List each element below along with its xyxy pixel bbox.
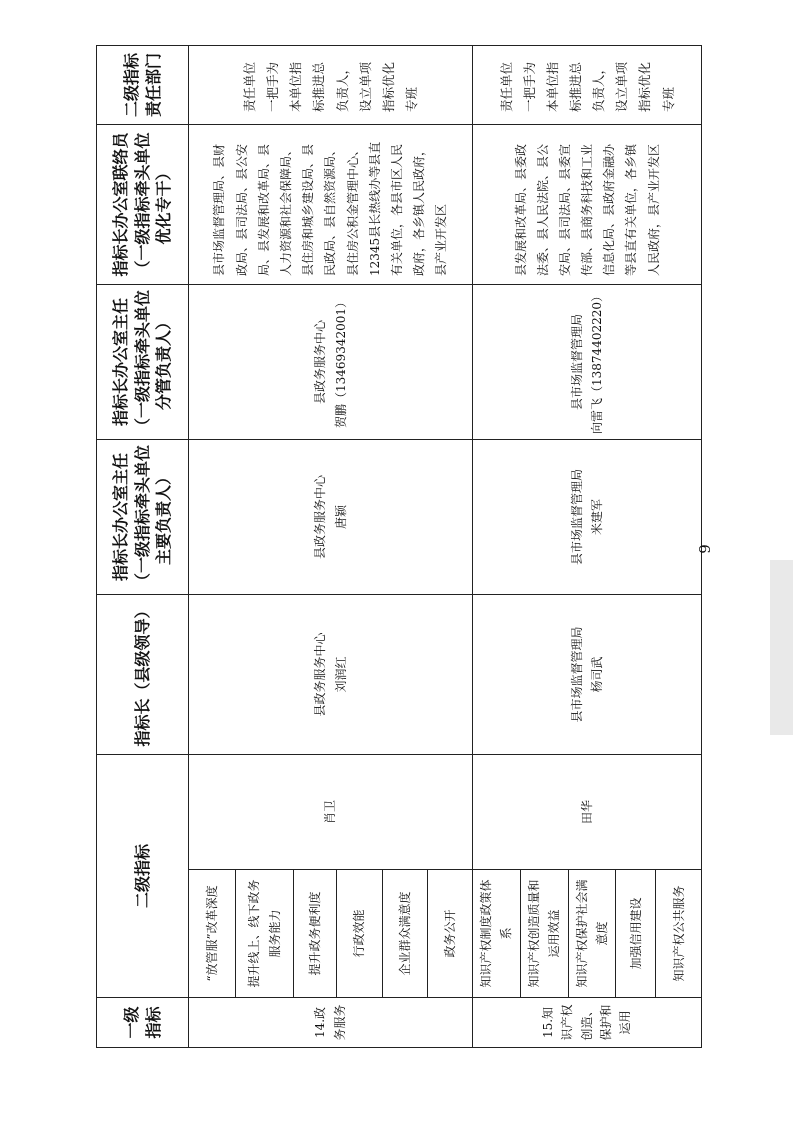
departments-cell: 县市场监督管理局、县财政局、县司法局、县公安局、县发展和改革局、县人力资源和社会保障局、县住房和城乡建设局、县民政局、县自然资源局、县住房公积金管理中心、12345县长热线办等县直有关单位，各县市区人民政府，各乡镇人民政府，县产业开发区 [189,124,473,284]
indicator-cell: 政务公开 [428,870,473,998]
header-level1: 一级指标 [97,998,189,1048]
indicator-cell: 知识产权创造质量和运用效益 [520,870,568,998]
liaison-contact: 向雷飞（13874402220） [590,290,605,434]
header-liaison: 指标长办公室联络员（一级指标牵头单位优化专干） [97,124,189,284]
indicator-cell: 知识产权制度政策体系 [473,870,521,998]
director-cell [189,594,473,754]
director-unit: 县市场监督管理局 [569,626,584,723]
level1-cell: 15.知识产权创造、保护和运用 [473,998,702,1048]
scan-edge-shadow [770,560,793,735]
vice-name: 唐颖 [333,504,348,529]
vice-name: 米建军 [590,498,605,535]
indicator-cell: 提升线上、线下政务服务能力 [236,870,294,998]
liaison-cell [473,284,702,439]
departments-cell: 县发展和改革局、县委政法委、县人民法院、县公安局、县司法局、县委宣传部、县商务科技和工业信息化局、县政府金融办等县直有关单位，各乡镇人民政府，县产业开发区 [473,124,702,284]
director-unit: 县政务服务中心 [313,632,328,717]
header-vice-director: 指标长办公室主任（一级指标牵头单位分管负责人） [97,284,189,439]
liaison-contact: 贺鹏（13469342001） [333,296,348,428]
indicator-cell: 加强信用建设 [616,870,656,998]
vice-unit: 县市场监督管理局 [569,468,584,565]
vice-director-cell [189,439,473,594]
liaison-unit: 县市场监督管理局 [569,313,584,410]
liaison-unit: 县政务服务中心 [313,319,328,404]
leader-cell: 肖卫 [189,754,473,869]
table-row [189,45,236,1047]
header-departments: 二级指标责任部门 [97,45,189,124]
liaison-cell [189,284,473,439]
leader-cell: 田华 [473,754,702,869]
indicator-cell: 行政效能 [337,870,383,998]
indicator-table [96,45,702,1048]
indicator-cell: “放管服”改革深度 [189,870,236,998]
vice-director-cell [473,439,702,594]
note-cell: 责任单位一把手为本单位指标推进总负责人，设立单项指标优化专班 [473,45,702,124]
header-leader: 指标长（县级领导） [97,594,189,754]
vice-unit: 县政务服务中心 [313,474,328,559]
header-level2: 二级指标 [97,754,189,997]
table-row [473,45,521,1047]
header-director: 指标长办公室主任（一级指标牵头单位主要负责人） [97,439,189,594]
level1-cell: 14.政务服务 [189,998,473,1048]
indicator-cell: 企业群众满意度 [383,870,428,998]
director-name: 杨司武 [590,656,605,693]
rotated-table-wrapper [96,46,696,1048]
indicator-cell: 提升政务便利度 [294,870,337,998]
indicator-cell: 知识产权公共服务 [656,870,702,998]
header-row [97,45,189,1047]
page-number: 9 [695,544,714,554]
note-cell: 责任单位一把手为本单位指标推进总负责人，设立单项指标优化专班 [189,45,473,124]
director-name: 刘润红 [333,656,348,693]
indicator-cell: 知识产权保护社会满意度 [568,870,616,998]
director-cell [473,594,702,754]
